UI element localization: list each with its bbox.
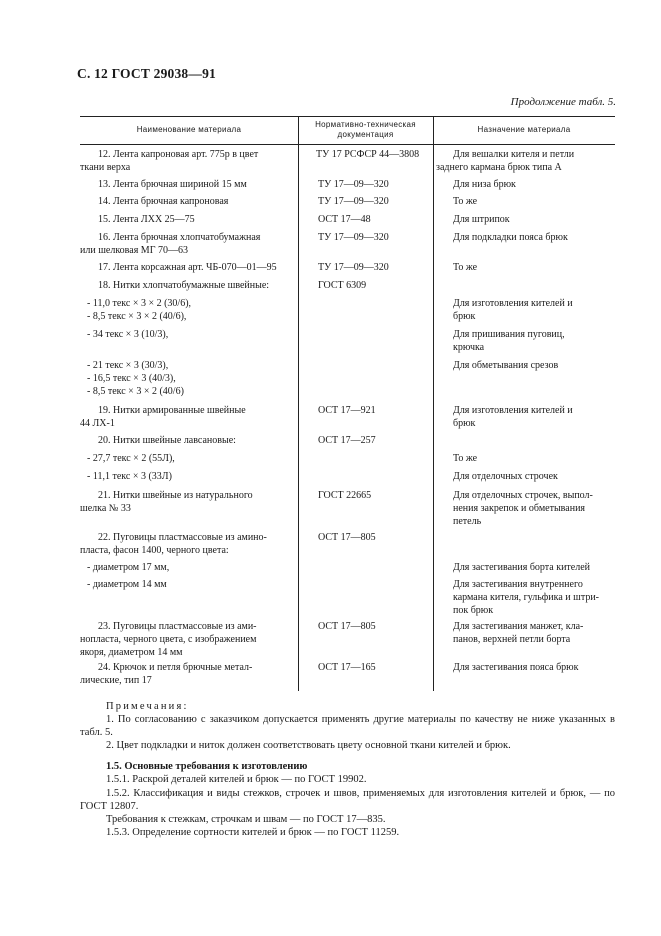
- material-name: 17. Лента корсажная арт. ЧБ-070—01—95: [98, 262, 277, 273]
- notes-title: Примечания:: [106, 701, 189, 712]
- material-purpose: То же: [453, 262, 478, 273]
- material-name: - 34 текс × 3 (10/3),: [87, 329, 169, 340]
- material-name: - 11,0 текс × 3 × 2 (30/6), - 8,5 текс × 3 × 2 (40/6),: [87, 298, 192, 322]
- section-paragraph: 1.5.3. Определение сортности кителей и брюк — по ГОСТ 11259.: [106, 827, 400, 839]
- material-doc: ОСТ 17—48: [318, 214, 371, 225]
- note-item: 2. Цвет подкладки и ниток должен соответствовать цвету основной ткани кителей и брюк.: [106, 740, 511, 751]
- material-doc: ТУ 17—09—320: [318, 262, 389, 273]
- material-purpose: Для отделочных строчек, выпол- нения закрепок и обметывания петель: [453, 490, 593, 527]
- material-name: 22. Пуговицы пластмассовые из амино- пласта, фасон 1400, черного цвета:: [80, 532, 267, 556]
- material-doc: ТУ 17—09—320: [318, 232, 389, 243]
- page-header: С. 12 ГОСТ 29038—91: [77, 66, 216, 81]
- material-purpose: Для застегивания внутреннего кармана кителя, гульфика и штри- пок брюк: [453, 579, 600, 616]
- table-notes: [80, 700, 615, 752]
- section-paragraph: Требования к стежкам, строчкам и швам — по ГОСТ 17—835.: [106, 814, 386, 826]
- material-purpose: Для застегивания манжет, кла- панов, верхней петли борта: [453, 621, 584, 645]
- table-continuation-label: Продолжение табл. 5.: [510, 96, 616, 108]
- material-purpose: Для вешалки кителя и петли заднего кармана брюк типа А: [436, 149, 575, 173]
- column-divider: [298, 116, 299, 691]
- material-purpose: Для застегивания пояса брюк: [453, 662, 579, 673]
- material-doc: ГОСТ 22665: [318, 490, 372, 501]
- materials-table: [80, 116, 615, 691]
- column-divider: [433, 116, 434, 691]
- material-name: 19. Нитки армированные швейные 44 ЛХ-1: [80, 405, 246, 429]
- column-header-purpose: Назначение материала: [477, 125, 571, 134]
- note-item: 1. По согласованию с заказчиком допускается применять другие материалы по качеству не ниже указанных в табл. 5.: [80, 714, 615, 738]
- material-doc: ОСТ 17—805: [318, 532, 376, 543]
- material-doc: ОСТ 17—805: [318, 621, 376, 632]
- material-doc: ТУ 17—09—320: [318, 179, 389, 190]
- material-name: 24. Крючок и петля брючные метал- лические, тип 17: [80, 662, 253, 686]
- material-doc: ОСТ 17—921: [318, 405, 376, 416]
- material-doc: ТУ 17 РСФСР 44—3808: [316, 149, 420, 160]
- material-name: 15. Лента ЛХХ 25—75: [98, 214, 195, 225]
- material-purpose: То же: [453, 453, 478, 464]
- section-heading: 1.5. Основные требования к изготовлению: [106, 761, 308, 772]
- material-purpose: Для изготовления кителей и брюк: [453, 298, 573, 322]
- material-name: 18. Нитки хлопчатобумажные швейные:: [98, 280, 270, 291]
- material-purpose: Для пришивания пуговиц, крючка: [453, 329, 565, 353]
- material-purpose: Для обметывания срезов: [453, 360, 559, 371]
- material-name: 23. Пуговицы пластмассовые из ами- нопласта, черного цвета, с изображением якоря, диаметром 14 мм: [80, 621, 257, 658]
- material-purpose: Для низа брюк: [453, 179, 516, 190]
- material-name: - 27,7 текс × 2 (55Л),: [87, 453, 175, 464]
- material-name: 20. Нитки швейные лавсановые:: [98, 435, 236, 446]
- material-name: 21. Нитки швейные из натурального шелка № 33: [80, 490, 253, 514]
- material-name: - 11,1 текс × 3 (33Л): [87, 471, 172, 482]
- material-name: - диаметром 17 мм,: [87, 562, 170, 573]
- material-purpose: Для изготовления кителей и брюк: [453, 405, 573, 429]
- material-doc: ОСТ 17—165: [318, 662, 376, 673]
- section-1-5: [80, 760, 615, 840]
- material-name: 13. Лента брючная шириной 15 мм: [98, 179, 247, 190]
- table-header-rule: [80, 144, 615, 145]
- column-header-documentation: Нормативно-техническая документация: [315, 120, 416, 139]
- column-header-material: Наименование материала: [136, 125, 242, 134]
- material-name: 12. Лента капроновая арт. 775р в цвет ткани верха: [80, 149, 259, 173]
- material-purpose: Для штрипок: [453, 214, 510, 225]
- material-purpose: То же: [453, 196, 478, 207]
- material-name: 14. Лента брючная капроновая: [98, 196, 229, 207]
- section-paragraph: 1.5.1. Раскрой деталей кителей и брюк — по ГОСТ 19902.: [106, 774, 367, 786]
- material-purpose: Для застегивания борта кителей: [453, 562, 591, 573]
- material-purpose: Для подкладки пояса брюк: [453, 232, 568, 243]
- material-purpose: Для отделочных строчек: [453, 471, 558, 482]
- material-name: - 21 текс × 3 (30/3), - 16,5 текс × 3 (40/3), - 8,5 текс × 3 × 2 (40/6): [87, 360, 184, 397]
- material-doc: ТУ 17—09—320: [318, 196, 389, 207]
- section-paragraph: 1.5.2. Классификация и виды стежков, строчек и швов, применяемых для изготовления кителей и брюк, — по ГОСТ 12807.: [80, 787, 615, 812]
- material-name: 16. Лента брючная хлопчатобумажная или шелковая МГ 70—63: [80, 232, 261, 256]
- material-doc: ГОСТ 6309: [318, 280, 367, 291]
- material-doc: ОСТ 17—257: [318, 435, 376, 446]
- material-name: - диаметром 14 мм: [87, 579, 167, 590]
